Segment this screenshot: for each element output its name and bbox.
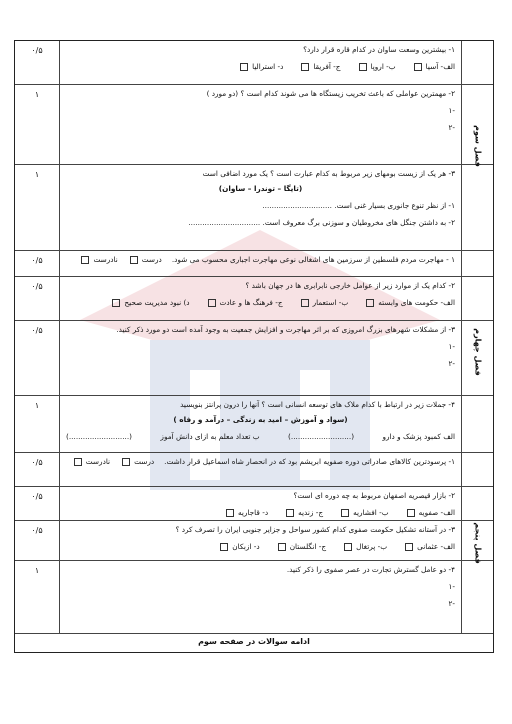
answer-option[interactable] [339,507,389,518]
option-checkbox[interactable] [405,543,413,551]
option-label: الف- آسیا [425,62,455,71]
answer-option[interactable] [218,541,259,552]
answer-option[interactable] [299,61,340,72]
question-body [60,85,461,164]
option-label: ج- فرهنگ ها و عادت [219,298,283,307]
option-checkbox[interactable] [341,509,349,517]
question-text: ۲- کدام یک از موارد زیر از عوامل خارجی نابرابری ها در جهان باشد ؟ [245,281,455,290]
option-label: د) نبود مدیریت صحیح [124,298,190,307]
question-body [60,561,461,633]
answer-option[interactable] [364,297,455,308]
question-body [60,321,461,395]
exam-page [14,40,494,653]
answer-option[interactable] [284,507,323,518]
answer-option[interactable] [342,541,387,552]
question-row [15,85,493,165]
question-row [15,453,493,487]
option-label: ج- آفریقا [313,62,341,71]
answer-line[interactable]: -۱ [448,582,455,591]
answer-option[interactable] [405,507,455,518]
option-label: درست [141,255,162,264]
question-body [60,521,461,560]
option-checkbox[interactable] [366,299,374,307]
question-text: ۲- مهمترین عواملی که باعث تخریب زیستگاه ها می شوند کدام است ؟ (دو مورد ) [206,89,455,98]
true-false-option[interactable] [128,254,162,265]
matching-items [66,431,455,442]
option-checkbox[interactable] [301,299,309,307]
option-label: ب- افشاریه [353,508,389,517]
option-label: ب- پرتغال [356,542,388,551]
answer-options [66,541,455,552]
option-checkbox[interactable] [359,63,367,71]
option-checkbox[interactable] [122,458,130,466]
matching-item: الف کمبود پزشک و دارو [382,432,455,441]
question-score: ۰/۵ [15,321,60,395]
answer-choices-bank: (سواد و آموزش – امید به زندگی – درآمد و رفاه ) [173,415,348,424]
option-label: د- قاجاریه [237,508,269,517]
question-row [15,165,493,251]
question-row [15,251,493,277]
answer-option[interactable] [276,541,326,552]
question-row [15,521,493,564]
answer-line[interactable]: ۲- به داشتن جنگل های مخروطیان و سوزنی برگ معروف است. ............................... [188,218,455,227]
question-body [60,277,461,320]
option-label: الف- صفویه [418,508,455,517]
footer-note: ادامه سوالات در صفحه سوم [198,637,310,646]
answer-line[interactable]: -۲ [448,599,455,608]
question-score: ۱ [15,85,60,164]
question-row [15,277,493,321]
option-label: ب- استعمار [312,298,349,307]
question-score: ۰/۵ [15,251,60,276]
question-text: ۴- جملات زیر در ارتباط با کدام ملاک های توسعه انسانی است ؟ آنها را درون پرانتز بنویسید [180,400,455,409]
question-body [60,165,461,250]
question-score: ۰/۵ [15,487,60,520]
section-title: فصل سوم [473,124,482,167]
matching-item: (..........................) [66,432,133,441]
option-checkbox[interactable] [81,256,89,264]
answer-option[interactable] [206,297,283,308]
question-score: ۱ [15,165,60,250]
question-text: ۳- هر یک از زیست بومهای زیر مربوط به کدام عبارت است ؟ یک مورد اضافی است [202,169,455,178]
option-checkbox[interactable] [344,543,352,551]
question-body [60,251,461,276]
question-score: ۰/۵ [15,521,60,560]
option-label: درست [134,457,155,466]
option-label: ج- زندیه [298,508,324,517]
option-label: د- ازبکان [232,542,260,551]
question-row [15,41,493,85]
question-body [60,396,461,452]
question-text: ۲- بازار قیصریه اصفهان مربوط به چه دوره ای است؟ [293,491,455,500]
answer-option[interactable] [412,61,455,72]
option-checkbox[interactable] [220,543,228,551]
answer-option[interactable] [238,61,283,72]
question-body [60,453,461,486]
answer-line[interactable]: ۱- از نظر تنوع جانوری بسیار غنی است. .............................. [262,201,455,210]
question-score: ۱ [15,396,60,452]
option-checkbox[interactable] [208,299,216,307]
true-false-option[interactable] [79,254,117,265]
answer-options [66,61,455,72]
question-row [15,321,493,396]
option-checkbox[interactable] [414,63,422,71]
question-score: ۱ [15,561,60,633]
option-checkbox[interactable] [278,543,286,551]
matching-item: ب تعداد معلم به ازای دانش آموز [160,432,260,441]
option-checkbox[interactable] [240,63,248,71]
answer-option[interactable] [110,297,189,308]
option-checkbox[interactable] [407,509,415,517]
question-body [60,41,461,84]
answer-option[interactable] [403,541,455,552]
answer-choices-bank: (تایگا – توندرا – ساوان) [218,184,303,193]
option-label: ج- انگلستان [289,542,327,551]
answer-options [66,507,455,518]
question-row [15,487,493,521]
question-text: ۱ - مهاجرت مردم فلسطین از سرزمین های اشغالی نوعی مهاجرت اجباری محسوب می شود. [171,255,455,264]
answer-line[interactable]: -۱ [448,342,455,351]
question-score: ۰/۵ [15,453,60,486]
answer-options [66,297,455,308]
question-text: ۳- در آستانه تشکیل حکومت صفوی کدام کشور سواحل و جزایر جنوبی ایران را تصرف کرد ؟ [175,525,455,534]
answer-line[interactable]: -۱ [448,106,455,115]
question-score: ۰/۵ [15,277,60,320]
option-label: ب- اروپا [370,62,396,71]
answer-option[interactable] [299,297,349,308]
section-label [461,251,493,453]
question-text: ۱- پرسودترین کالاهای صادراتی دوره صفویه ابریشم بود که در انحصار شاه اسماعیل قرار داشت. [164,457,455,466]
option-checkbox[interactable] [286,509,294,517]
option-label: الف- حکومت های وابسته [378,298,455,307]
question-row [15,561,493,634]
option-checkbox[interactable] [112,299,120,307]
section-label [461,453,493,634]
answer-option[interactable] [224,507,268,518]
true-false-option[interactable] [72,456,110,467]
option-checkbox[interactable] [226,509,234,517]
option-label: الف- عثمانی [417,542,455,551]
option-checkbox[interactable] [130,256,138,264]
section-label [461,41,493,251]
section-title: فصل چهارم [473,327,482,376]
question-body [60,487,461,520]
option-checkbox[interactable] [301,63,309,71]
question-text: ۳- از مشکلات شهرهای بزرگ امروزی که بر اثر مهاجرت و افزایش جمعیت به وجود آمده است دو مورد ذکر کنید. [116,325,455,334]
matching-item: (..........................) [288,432,355,441]
question-row [15,396,493,453]
answer-option[interactable] [357,61,396,72]
section-title: فصل پنجم [473,522,482,564]
question-text: ۱- بیشترین وسعت ساوان در کدام قاره قرار دارد؟ [303,45,455,54]
true-false-option[interactable] [120,456,154,467]
option-label: نادرست [85,457,111,466]
option-checkbox[interactable] [74,458,82,466]
answer-line[interactable]: -۲ [448,359,455,368]
option-label: نادرست [93,255,118,264]
answer-line[interactable]: -۲ [448,123,455,132]
option-label: د- استرالیا [252,62,284,71]
question-score: ۰/۵ [15,41,60,84]
question-text: ۴- دو عامل گسترش تجارت در عصر صفوی را ذکر کنید. [286,565,455,574]
